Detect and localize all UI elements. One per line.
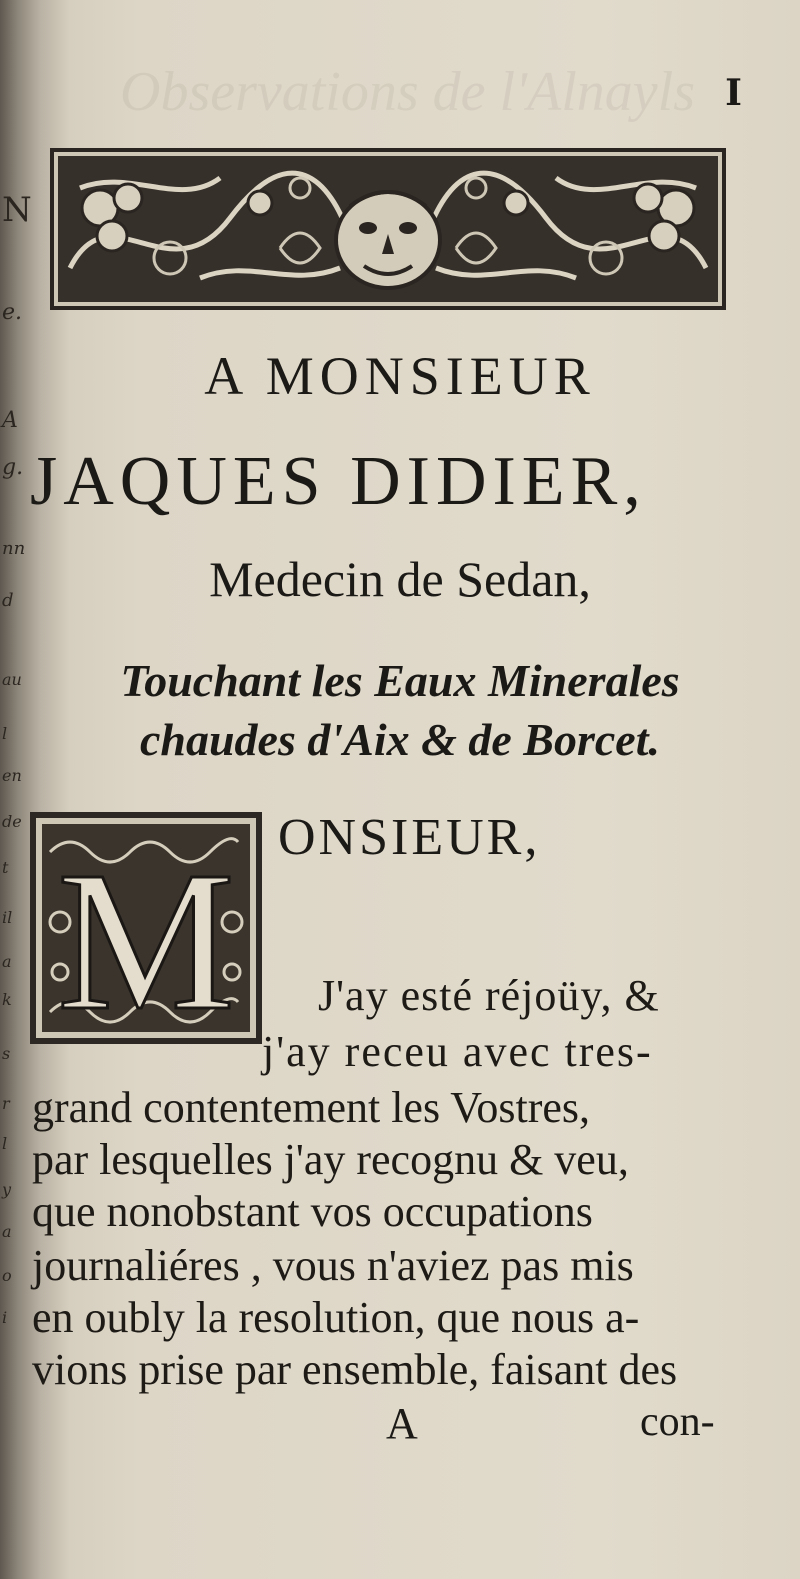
margin-fragment: g. bbox=[2, 455, 24, 480]
body-line: vions prise par ensemble, faisant des bbox=[32, 1345, 678, 1394]
margin-fragment: d bbox=[2, 590, 14, 611]
margin-fragment: il bbox=[2, 908, 13, 927]
body-line: journaliéres , vous n'aviez pas mis bbox=[32, 1241, 634, 1290]
margin-fragment: e. bbox=[2, 300, 23, 325]
title-line-5: chaudes d'Aix & de Borcet. bbox=[139, 714, 661, 765]
margin-fragment: l bbox=[2, 724, 8, 743]
woodcut-headpiece-ornament bbox=[50, 148, 726, 310]
margin-fragment: a bbox=[2, 952, 12, 971]
margin-fragment: a bbox=[2, 1222, 12, 1241]
margin-fragment: de bbox=[2, 812, 22, 831]
margin-fragment: A bbox=[2, 408, 18, 433]
margin-fragment: y bbox=[2, 1180, 12, 1199]
margin-fragment: s bbox=[2, 1044, 11, 1063]
salutation: ONSIEUR, bbox=[278, 809, 541, 866]
catchword: con- bbox=[640, 1399, 715, 1445]
title-line-2: JAQUES DIDIER, bbox=[30, 443, 647, 520]
body-line: J'ay esté réjoüy, & bbox=[318, 971, 660, 1020]
signature-mark: A bbox=[386, 1399, 418, 1448]
title-line-3: Medecin de Sedan, bbox=[209, 551, 591, 607]
decorated-initial bbox=[30, 812, 262, 1044]
body-line: par lesquelles j'ay recognu & veu, bbox=[32, 1135, 629, 1184]
margin-fragment: en bbox=[2, 766, 22, 785]
margin-fragment: au bbox=[2, 670, 22, 689]
title-line-1: A MONSIEUR bbox=[204, 346, 596, 406]
margin-fragment: N bbox=[2, 190, 32, 230]
margin-fragment: nn bbox=[2, 538, 26, 559]
bleed-through-text: Observations de l'Alnayls bbox=[120, 61, 696, 123]
margin-fragment: l bbox=[2, 1134, 8, 1153]
margin-fragment: r bbox=[2, 1094, 10, 1113]
initial-letter: M bbox=[57, 831, 235, 1044]
margin-fragment: i bbox=[2, 1308, 8, 1327]
margin-fragment: k bbox=[2, 990, 12, 1009]
margin-fragment: t bbox=[2, 858, 9, 877]
gutter-margin-fragments bbox=[0, 0, 32, 1579]
title-line-4: Touchant les Eaux Minerales bbox=[120, 655, 680, 706]
body-line: que nonobstant vos occupations bbox=[32, 1187, 593, 1236]
body-line: j'ay receu avec tres- bbox=[262, 1027, 653, 1076]
body-line: grand contentement les Vostres, bbox=[32, 1083, 591, 1132]
page-number: I bbox=[725, 72, 742, 114]
margin-fragment: o bbox=[2, 1266, 12, 1285]
body-line: en oubly la resolution, que nous a- bbox=[32, 1293, 640, 1342]
